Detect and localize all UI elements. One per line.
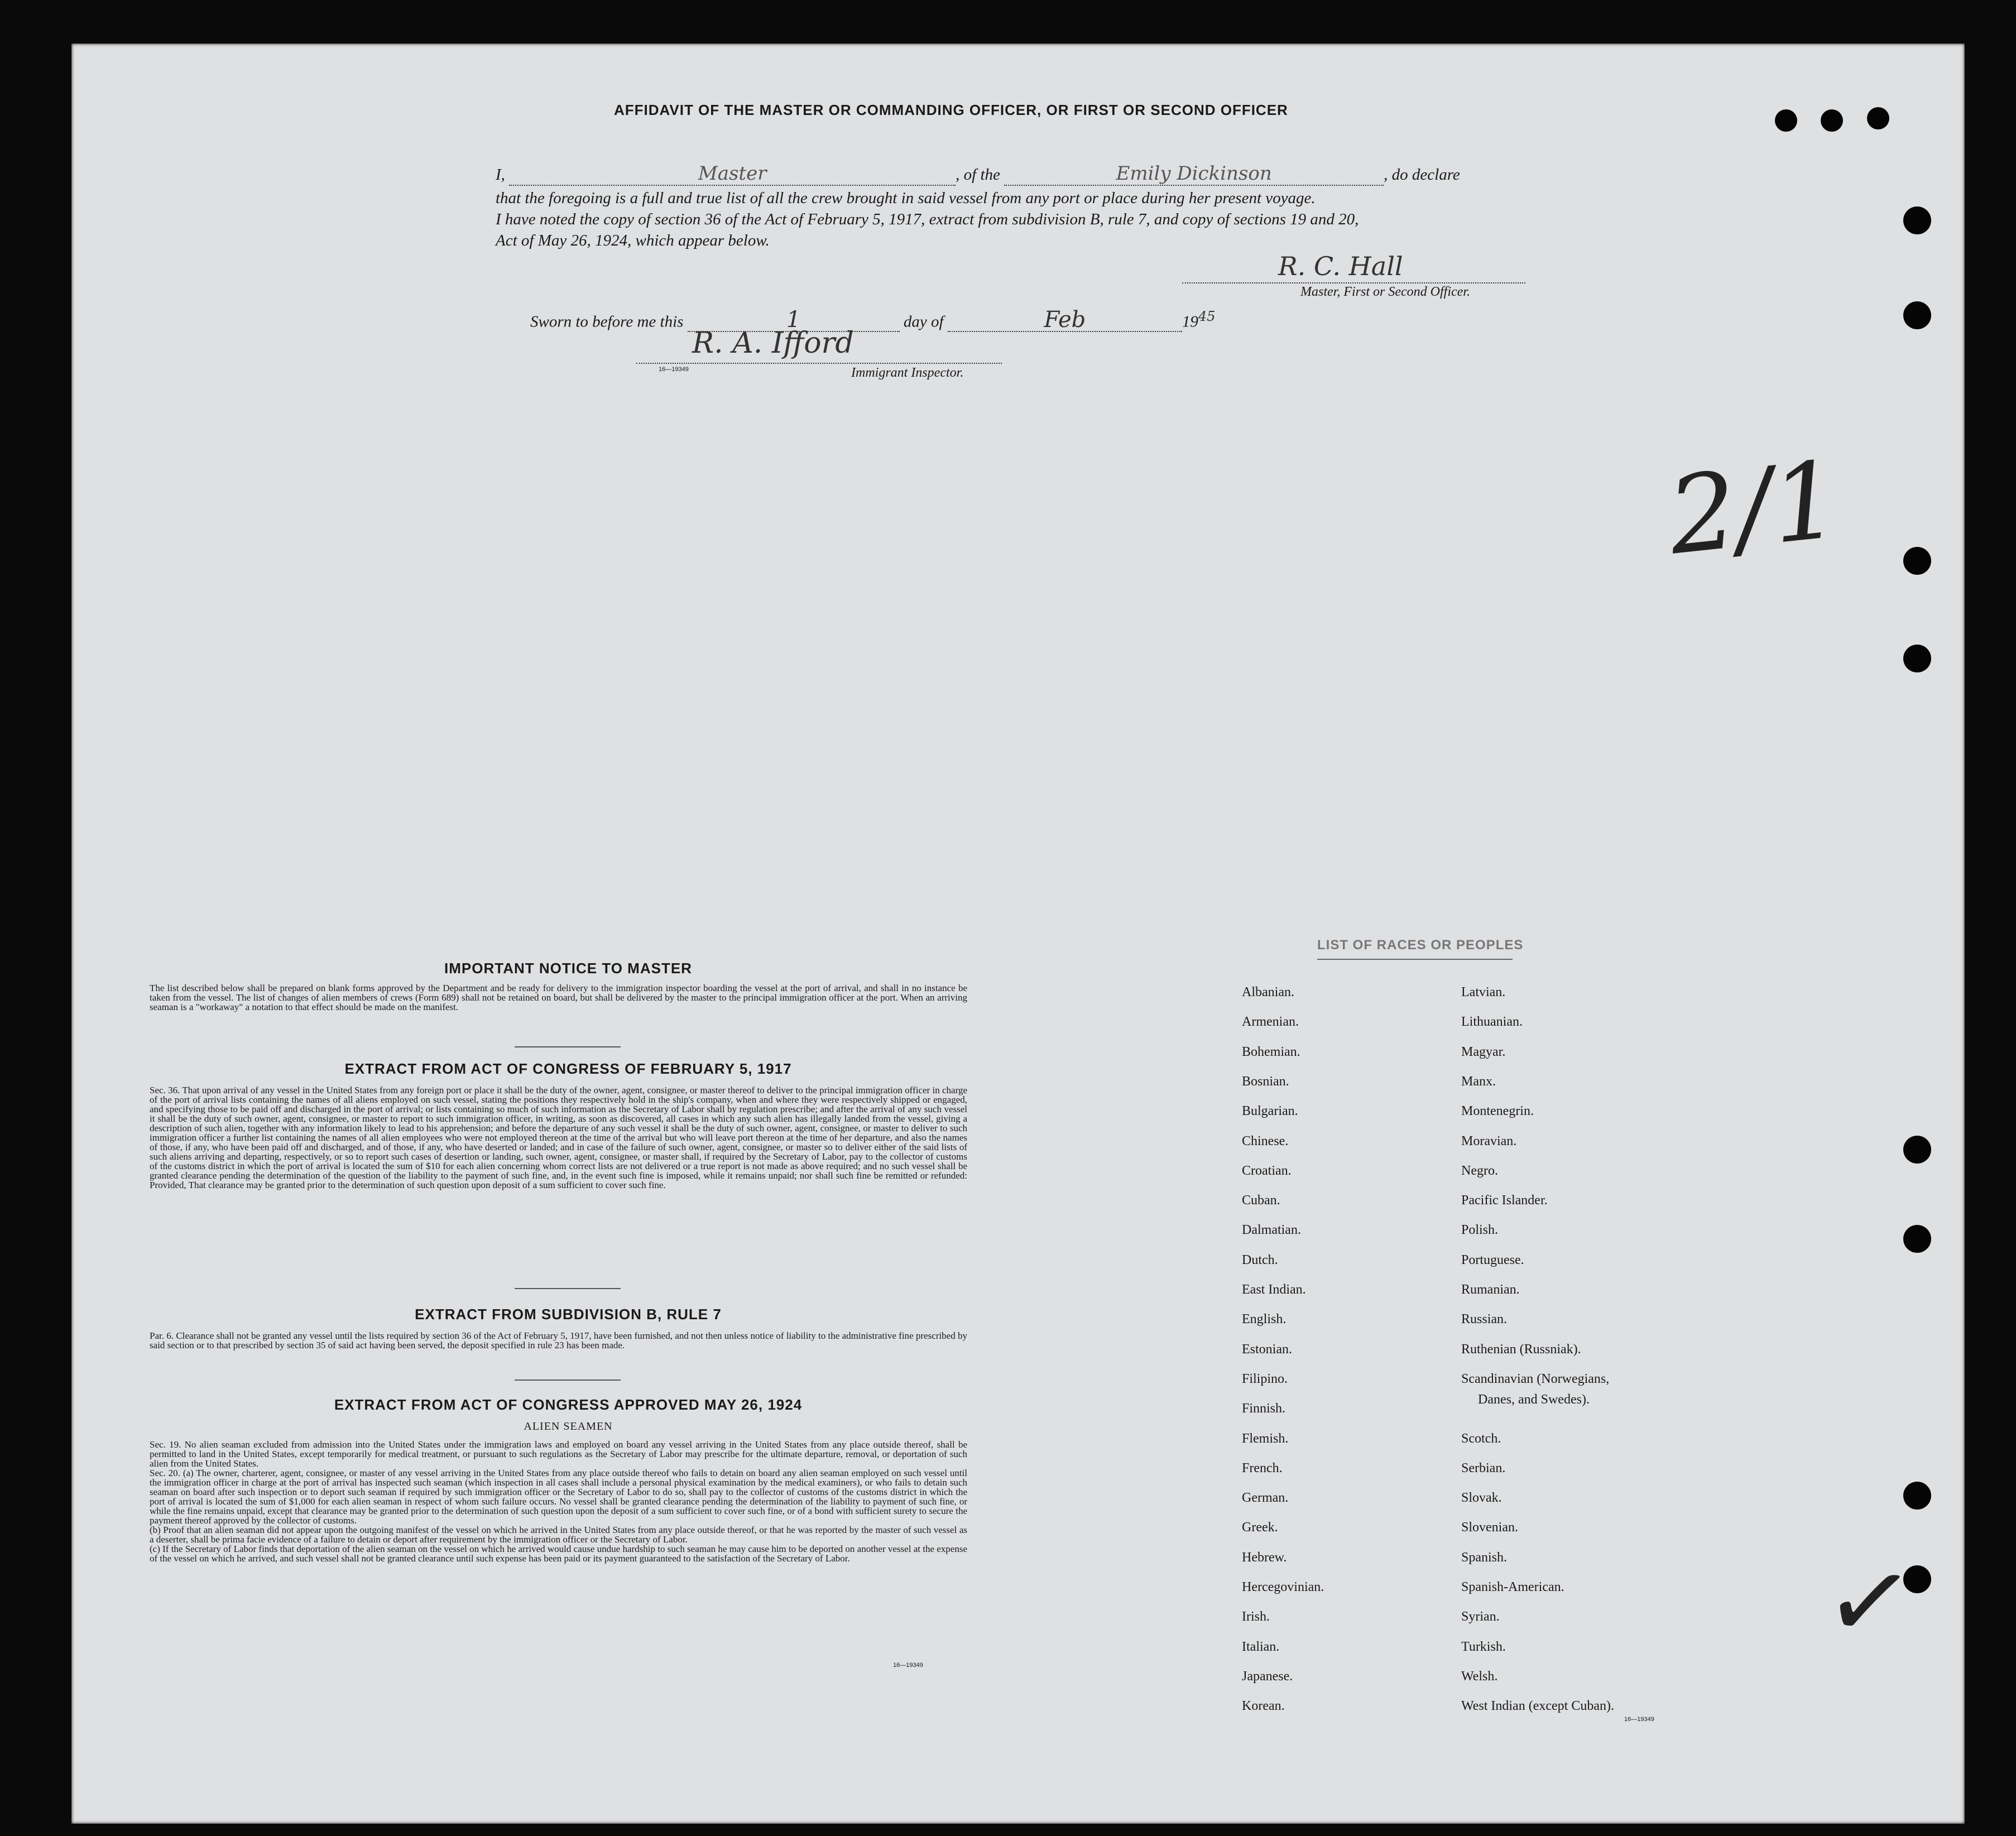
race-item: Turkish. — [1461, 1639, 1506, 1654]
race-item: Scotch. — [1461, 1431, 1501, 1446]
punch-hole — [1867, 107, 1889, 129]
sec-20a-text: Sec. 20. (a) The owner, charterer, agent, consignee, or master of any vessel arriving in the United States from any place outside thereof who fails to detain on board any alien seaman employed on such vessel until the immigration officer in charge at the port of arrival has inspected such seaman (which inspection in all cases shall include a personal physical examination by the medical examiners), or who fails to detain such seaman on board after such inspection or to deport such seaman if required by such immigration officer or the Secretary of Labor to do so, shall pay to the collector of customs of the customs district in which the port of arrival is located the sum of $1,000 for each alien seaman in respect of whom such failure occurs. No vessel shall be granted clearance pending the determination of the liability to payment of such fine, or while the fine remains unpaid, except that clearance may be granted prior to the determination of such question upon the deposit of a sum sufficient to cover such fine, or of a bond with sufficient surety to secure the payment thereof approved by the collector of customs. — [150, 1468, 967, 1526]
race-item: Portuguese. — [1461, 1252, 1524, 1267]
sworn-day-field: 1 — [688, 309, 900, 332]
race-item: Magyar. — [1461, 1044, 1506, 1059]
race-item: Hebrew. — [1242, 1550, 1287, 1565]
race-item: Flemish. — [1242, 1431, 1289, 1446]
punch-hole — [1903, 206, 1931, 234]
race-item: Moravian. — [1461, 1133, 1517, 1148]
race-item: Serbian. — [1461, 1460, 1506, 1475]
race-item: Filipino. — [1242, 1371, 1288, 1386]
race-item: German. — [1242, 1491, 1289, 1506]
extract-1924-heading: EXTRACT FROM ACT OF CONGRESS APPROVED MAY 26, 1924 — [334, 1396, 803, 1413]
race-item: Japanese. — [1242, 1669, 1293, 1684]
races-heading-rule — [1317, 959, 1513, 960]
race-item: Rumanian. — [1461, 1282, 1520, 1297]
year-printed: 19 — [1182, 313, 1198, 331]
race-item: French. — [1242, 1460, 1283, 1475]
affidavit-line-2: that the foregoing is a full and true list of all the crew brought in said vessel from any port or place during her present voyage. — [496, 189, 1316, 207]
extract-1917-heading: EXTRACT FROM ACT OF CONGRESS OF FEBRUARY 5, 1917 — [344, 1060, 792, 1077]
day-of-label: day of — [903, 313, 944, 331]
inspector-caption: Immigrant Inspector. — [851, 366, 964, 380]
subdivision-heading: EXTRACT FROM SUBDIVISION B, RULE 7 — [415, 1306, 722, 1323]
race-item: Lithuanian. — [1461, 1015, 1523, 1030]
form-number-bottom-right: 16—19349 — [1624, 1716, 1654, 1723]
race-item: Slovenian. — [1461, 1520, 1518, 1535]
inspector-signature-line — [636, 363, 1002, 364]
sec-19-text: Sec. 19. No alien seaman excluded from admission into the United States under the immigration laws and employed on board any vessel arriving in the United States from any place outside thereof, shall be permitted to land in the United States, except temporarily for medical treatment, or pursuant to such regulations as the Secretary of Labor may prescribe for the ultimate departure, removal, or deportation of such alien from the United States. — [150, 1439, 967, 1469]
section-divider — [515, 1380, 621, 1381]
notice-heading: IMPORTANT NOTICE TO MASTER — [444, 960, 692, 977]
race-item: Italian. — [1242, 1639, 1280, 1654]
extract-1917-text: Sec. 36. That upon arrival of any vessel in the United States from any foreign port or place it shall be the duty of the owner, agent, consignee, or master thereof to deliver to the principal immigration officer in charge of the port of arrival lists containing the names of all aliens employed on such vessel, stating the positions they respectively hold in the ship's company, when and where they were respectively shipped or engaged, and specifying those to be paid off and discharged in the port of arrival; or lists containing so much of such information as the Secretary of Labor shall by regulation prescribe; and after the arrival of any such vessel it shall be the duty of such owner, agent, consignee, or master to report to such immigration officer, in writing, as soon as discovered, all cases in which any such alien has illegally landed from the vessel, giving a description of such alien, together with any information likely to lead to his apprehension; and before the departure of any such vessel it shall be the duty of such owner, agent, consignee, or master to deliver to such immigration officer a further list containing the names of all alien employees who were not employed thereon at the time of the arrival but who will leave port thereon at the time of her departure, and also the names of those, if any, who have been paid off and discharged, and of those, if any, who have deserted or landed; and in case of the failure of such owner, agent, consignee, or master so to deliver either of the said lists of such aliens arriving and departing, respectively, or so to report such cases of desertion or landing, such owner, agent, consignee, or master shall, if required by the Secretary of Labor, pay to the collector of customs of the customs district in which the port of arrival is located the sum of $10 for each alien concerning whom correct lists are not delivered or a true report is not made as above required; and no such vessel shall be granted clearance pending the determination of the question of the liability to the payment of such fine, and, in the event such fine is imposed, while it remains unpaid; nor shall such fine be remitted or refunded: Provided, That clearance may be granted prior to the determination of such question upon deposit of a sum sufficient to cover such fine. — [150, 1085, 967, 1190]
race-item: Scandinavian (Norwegians, — [1461, 1371, 1610, 1386]
race-item: Spanish-American. — [1461, 1580, 1564, 1594]
race-item: Manx. — [1461, 1074, 1496, 1089]
affidavit-title: AFFIDAVIT OF THE MASTER OR COMMANDING OFFICER, OR FIRST OR SECOND OFFICER — [614, 102, 1288, 118]
sec-20c-text: (c) If the Secretary of Labor finds that deportation of the alien seaman on the vessel on which he arrived would cause undue hardship to such seaman he may cause him to be deported on another vessel at the expense of the vessel on which he arrived, and such vessel shall not be granted clearance until such expense has been paid or its payment guaranteed to the satisfaction of the Secretary of Labor. — [150, 1544, 967, 1564]
sworn-line — [530, 306, 1367, 333]
race-item: Bohemian. — [1242, 1044, 1300, 1059]
line1-mid: , of the — [956, 166, 1000, 184]
race-item: Negro. — [1461, 1163, 1498, 1178]
race-item: Bosnian. — [1242, 1074, 1289, 1089]
extract-1924-text — [150, 1440, 967, 1563]
race-item: Slovak. — [1461, 1491, 1502, 1506]
race-item: Ruthenian (Russniak). — [1461, 1342, 1581, 1357]
race-item: Finnish. — [1242, 1401, 1286, 1416]
race-item: Korean. — [1242, 1699, 1285, 1714]
line1-suffix: , do declare — [1384, 166, 1460, 184]
race-item: Welsh. — [1461, 1669, 1498, 1684]
race-item: Albanian. — [1242, 985, 1294, 999]
race-item: Spanish. — [1461, 1550, 1508, 1565]
race-item: Dalmatian. — [1242, 1223, 1301, 1238]
punch-hole — [1903, 1225, 1931, 1253]
section-divider — [515, 1046, 621, 1047]
race-item: Croatian. — [1242, 1163, 1292, 1178]
master-caption: Master, First or Second Officer. — [1300, 285, 1470, 299]
punch-hole — [1903, 645, 1931, 672]
races-heading: LIST OF RACES OR PEOPLES — [1317, 938, 1524, 953]
race-item: Chinese. — [1242, 1133, 1289, 1148]
master-signature: R. C. Hall — [1278, 251, 1403, 281]
race-item: Russian. — [1461, 1312, 1508, 1327]
subdivision-text: Par. 6. Clearance shall not be granted any vessel until the lists required by section 36 of the Act of February 5, 1917, have been furnished, and not then unless notice of liability to the administrative fine prescribed by said section or to that prescribed by section 35 of said act having been served, the deposit specified in rule 23 has been made. — [150, 1330, 967, 1350]
race-continuation: Danes, and Swedes). — [1478, 1392, 1590, 1407]
punch-hole — [1903, 301, 1931, 329]
race-item: Latvian. — [1461, 985, 1506, 999]
race-item: Bulgarian. — [1242, 1104, 1298, 1119]
handwritten-check: ✓ — [1817, 1534, 1922, 1670]
punch-hole — [1821, 109, 1843, 132]
race-item: Polish. — [1461, 1223, 1499, 1238]
year-handwritten: 45 — [1198, 309, 1216, 324]
race-item: Dutch. — [1242, 1252, 1278, 1267]
race-item: Irish. — [1242, 1609, 1270, 1624]
form-number-top: 16—19349 — [659, 366, 689, 373]
race-item: East Indian. — [1242, 1282, 1306, 1297]
race-item: Syrian. — [1461, 1609, 1500, 1624]
race-item: West Indian (except Cuban). — [1461, 1699, 1614, 1714]
punch-hole — [1903, 547, 1931, 575]
punch-hole — [1775, 109, 1797, 132]
race-item: Armenian. — [1242, 1015, 1299, 1030]
handwritten-count: 2/1 — [1663, 438, 1846, 579]
affidavit-line-4: Act of May 26, 1924, which appear below. — [496, 232, 770, 249]
alien-seamen-subheading: ALIEN SEAMEN — [524, 1420, 613, 1433]
race-item: Cuban. — [1242, 1193, 1280, 1208]
vessel-name-field: Emily Dickinson — [1004, 163, 1384, 186]
sec-20b-text: (b) Proof that an alien seaman did not appear upon the outgoing manifest of the vessel on which he arrived in the United States from any place outside thereof, or that he was reported by the master of such vessel as a deserter, shall be prima facie evidence of a failure to detain or deport after requirement by the immigration officer or the Secretary of Labor. — [150, 1525, 967, 1545]
notice-text: The list described below shall be prepared on blank forms approved by the Department and be ready for delivery to the immigration inspector boarding the vessel at the port of arrival, and shall in no instance be taken from the vessel. The list of changes of alien members of crews (Form 689) shall not be retained on board, but shall be delivered by the master to the principal immigration officer at the port. When an arriving seaman is a "workaway" a notation to that effect should be made on the manifest. — [150, 983, 967, 1012]
punch-hole — [1903, 1482, 1931, 1510]
race-item: English. — [1242, 1312, 1287, 1327]
race-item: Hercegovinian. — [1242, 1580, 1324, 1594]
race-item: Montenegrin. — [1461, 1104, 1534, 1119]
inspector-signature: R. A. Ifford — [692, 326, 854, 360]
form-number-bottom-left: 16—19349 — [893, 1662, 923, 1669]
race-item: Pacific Islander. — [1461, 1193, 1548, 1208]
race-item: Greek. — [1242, 1520, 1278, 1535]
sworn-prefix: Sworn to before me this — [530, 313, 684, 331]
master-signature-line — [1182, 282, 1525, 283]
sworn-month-field: Feb — [948, 309, 1182, 332]
line1-prefix: I, — [496, 166, 505, 184]
punch-hole — [1903, 1136, 1931, 1164]
affidavit-line-1 — [496, 163, 1551, 186]
affidavit-line-3: I have noted the copy of section 36 of the Act of February 5, 1917, extract from subdivision B, rule 7, and copy of sections 19 and 20, — [496, 210, 1359, 228]
master-name-field: Master — [509, 163, 956, 186]
section-divider — [515, 1288, 621, 1289]
race-item: Estonian. — [1242, 1342, 1292, 1357]
